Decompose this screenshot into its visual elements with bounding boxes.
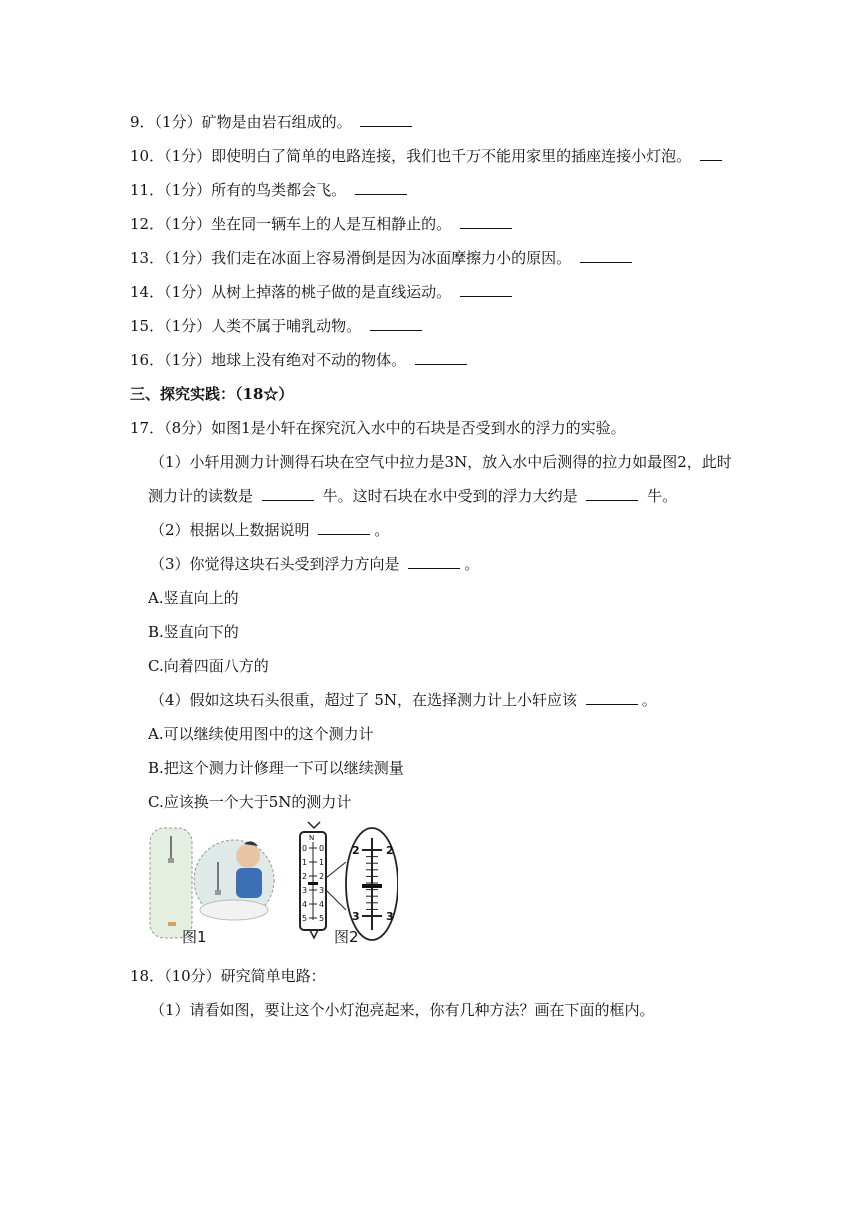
hook-icon	[310, 930, 318, 938]
scale-tick-label: 1	[319, 858, 325, 867]
answer-blank[interactable]	[355, 180, 407, 195]
answer-blank[interactable]	[318, 520, 370, 535]
question-15	[130, 316, 426, 336]
option-c[interactable]: C.向着四面八方的	[148, 657, 269, 675]
question-number: 18．	[130, 967, 165, 985]
answer-blank[interactable]	[460, 214, 512, 229]
question-text: （1分）人类不属于哺乳动物。	[164, 317, 362, 335]
scale-tick-label: 3	[302, 886, 308, 895]
question-number: 17．	[130, 419, 165, 437]
hook-icon	[308, 822, 320, 828]
answer-blank[interactable]	[415, 350, 467, 365]
option-a[interactable]: A.可以继续使用图中的这个测力计	[148, 725, 374, 743]
scale-tick-label: 4	[319, 900, 325, 909]
stone-icon	[215, 890, 221, 895]
question-17	[130, 418, 626, 438]
question-12	[130, 214, 516, 234]
question-number: 15．	[130, 317, 165, 335]
zoom-tick-label: 3	[386, 910, 394, 923]
q17-part1-line2: 测力计的读数是 牛。这时石块在水中受到的浮力大约是 牛。	[148, 487, 678, 505]
zoom-tick-label: 2	[386, 844, 394, 857]
q17-part3: （3）你觉得这块石头受到浮力方向是 。	[150, 555, 480, 573]
scale-tick-label: 1	[302, 858, 308, 867]
answer-blank[interactable]	[586, 486, 638, 501]
q18-part1: （1）请看如图，要让这个小灯泡亮起来，你有几种方法？画在下面的框内。	[150, 1001, 655, 1019]
option-a[interactable]: A.竖直向上的	[148, 589, 239, 607]
q17-part4: （4）假如这块石头很重，超过了 5N，在选择测力计上小轩应该 。	[150, 691, 657, 709]
question-13	[130, 248, 636, 268]
question-number: 9．	[130, 113, 155, 131]
option-b[interactable]: B.竖直向下的	[148, 623, 239, 641]
question-number: 11．	[130, 181, 165, 199]
question-text: （1分）坐在同一辆车上的人是互相静止的。	[164, 215, 452, 233]
answer-blank[interactable]	[460, 282, 512, 297]
answer-blank[interactable]	[370, 316, 422, 331]
experiment-figure	[148, 818, 398, 946]
figure-1-label: 图1	[182, 928, 207, 946]
option-b[interactable]: B.把这个测力计修理一下可以继续测量	[148, 759, 404, 777]
question-18	[130, 966, 326, 986]
scale-tick-label: 0	[302, 844, 308, 853]
question-text: （1分）我们走在冰面上容易滑倒是因为冰面摩擦力小的原因。	[164, 249, 572, 267]
question-number: 12．	[130, 215, 165, 233]
question-11	[130, 180, 411, 200]
question-14	[130, 282, 516, 302]
answer-blank[interactable]	[700, 146, 722, 161]
scale-tick-label: 4	[302, 900, 308, 909]
answer-blank[interactable]	[580, 248, 632, 263]
answer-blank[interactable]	[262, 486, 314, 501]
scale-tick-label: 3	[319, 886, 325, 895]
experiment-illustration	[148, 818, 398, 946]
label-tag	[168, 922, 176, 926]
scale-tick-label: 2	[302, 872, 308, 881]
option-c[interactable]: C.应该换一个大于5N的测力计	[148, 793, 352, 811]
scale-tick-label: 5	[319, 914, 325, 923]
zoom-view	[346, 828, 398, 940]
question-10	[130, 146, 726, 166]
zoom-tick-label: 2	[352, 844, 360, 857]
question-text: （1分）即使明白了简单的电路连接，我们也千万不能用家里的插座连接小灯泡。	[164, 147, 692, 165]
unit-label: N	[309, 834, 315, 842]
q17-part2: （2）根据以上数据说明 。	[150, 521, 390, 539]
q17-part1-line1: （1）小轩用测力计测得石块在空气中拉力是3N，放入水中后测得的拉力如最图2，此时	[150, 453, 732, 471]
question-text: （1分）矿物是由岩石组成的。	[154, 113, 352, 131]
answer-blank[interactable]	[586, 690, 638, 705]
stone-icon	[168, 858, 174, 863]
pointer-icon	[308, 882, 318, 885]
question-text: （8分）如图1是小轩在探究沉入水中的石块是否受到水的浮力的实验。	[164, 419, 626, 437]
water-basin-icon	[200, 900, 268, 920]
boy-head-icon	[236, 844, 260, 868]
question-number: 10．	[130, 147, 165, 165]
section-title: 三、探究实践：（18☆）	[130, 385, 294, 403]
zoom-tick-label: 3	[352, 910, 360, 923]
figure-2-label: 图2	[334, 928, 359, 946]
scale-tick-label: 0	[319, 844, 325, 853]
answer-blank[interactable]	[360, 112, 412, 127]
question-text: （1分）所有的鸟类都会飞。	[164, 181, 347, 199]
question-text: （1分）从树上掉落的桃子做的是直线运动。	[164, 283, 452, 301]
scale-tick-label: 5	[302, 914, 308, 923]
scale-tick-label: 2	[319, 872, 325, 881]
question-16	[130, 350, 471, 370]
question-text: （1分）地球上没有绝对不动的物体。	[164, 351, 407, 369]
question-number: 16．	[130, 351, 165, 369]
boy-body-icon	[236, 868, 262, 898]
question-9	[130, 112, 416, 132]
pointer-icon	[362, 884, 382, 888]
spring-scale-diagram	[300, 822, 346, 938]
question-text: （10分）研究简单电路：	[164, 967, 326, 985]
answer-blank[interactable]	[408, 554, 460, 569]
question-number: 13．	[130, 249, 165, 267]
question-number: 14．	[130, 283, 165, 301]
